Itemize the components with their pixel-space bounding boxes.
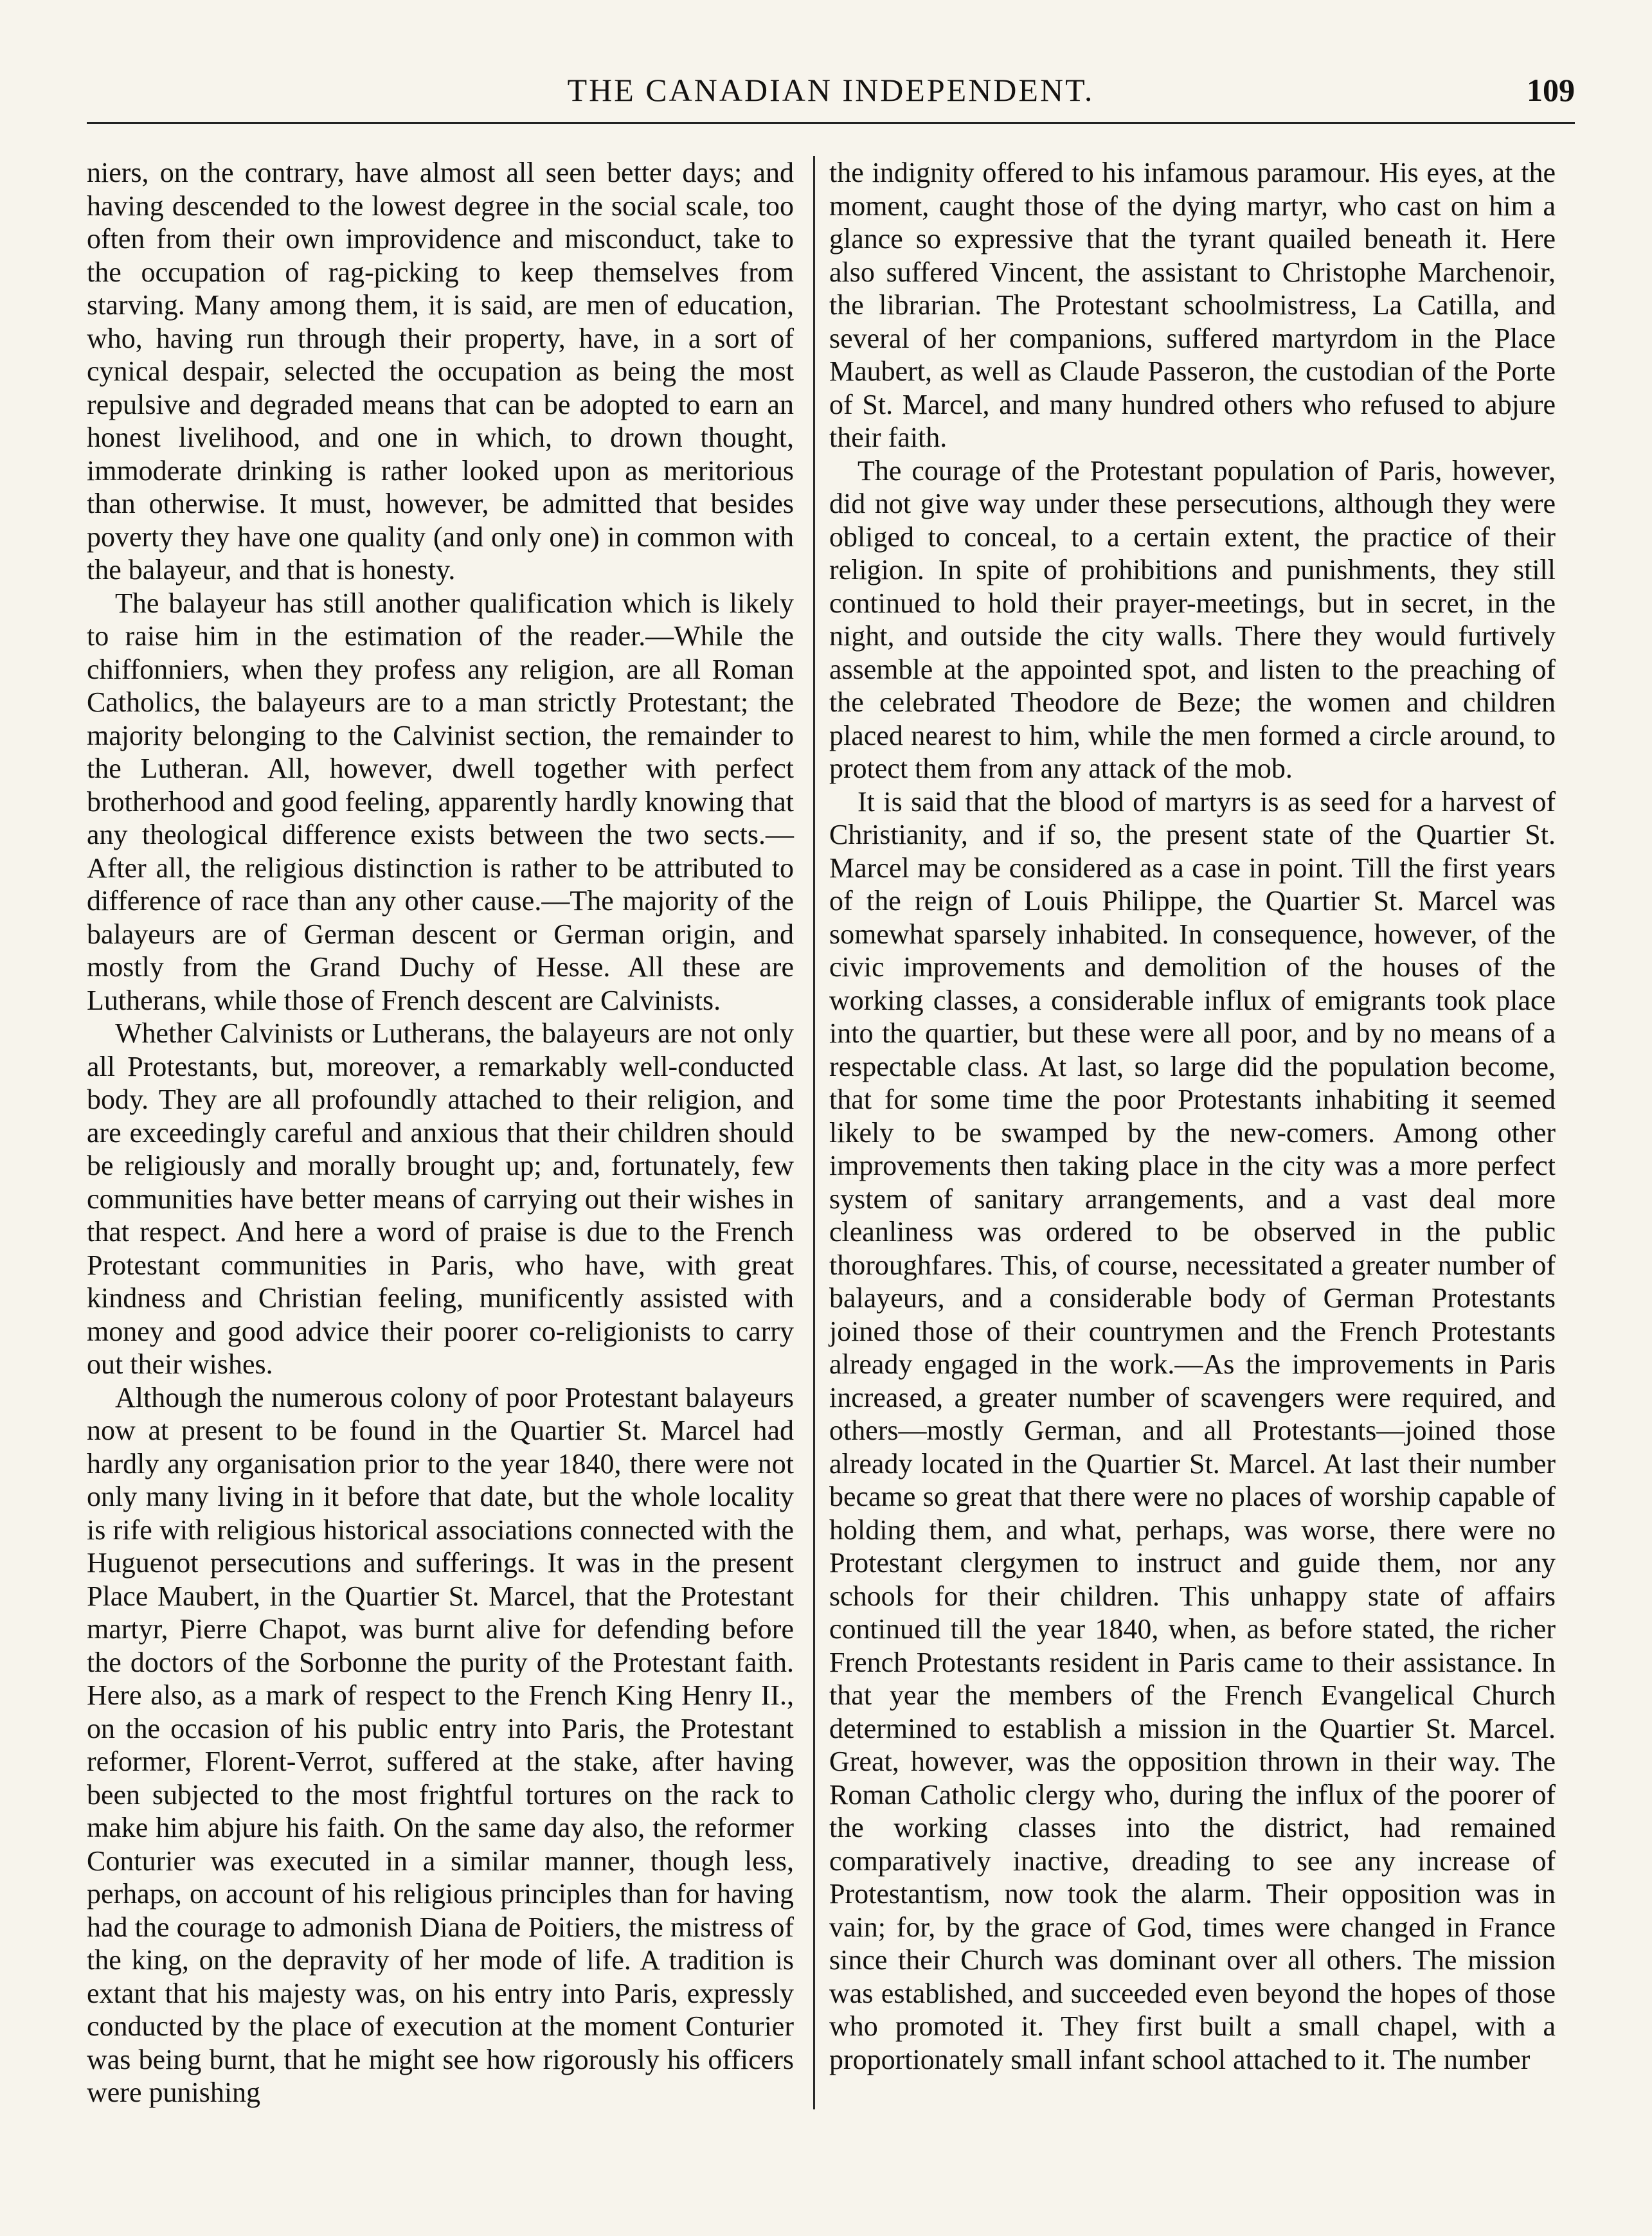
column-divider [813,156,815,2109]
page-number: 109 [1527,72,1575,108]
page-header [87,71,1575,124]
paragraph: the indignity offered to his infamous paramour. His eyes, at the moment, caught those of the dying martyr, who cast on him a glance so expressive that the tyrant quailed beneath it. Here also suffered Vincent, the assistant to Christophe Marchenoir, the librarian. The Protestant schoolmistress, La Catilla, and several of her companions, suffered martyrdom in the Place Maubert, as well as Claude Passeron, the custodian of the Porte of St. Marcel, and many hundred others who refused to abjure their faith. [829,157,1556,453]
paragraph: niers, on the contrary, have almost all seen better days; and having descended to the lowest degree in the social scale, too often from their own improvidence and misconduct, take to the occupation of rag-picking to keep themselves from starving. Many among them, it is said, are men of education, who, having run through their property, have, in a sort of cynical despair, selected the occupation as being the most repulsive and degraded means that can be adopted to earn an honest livelihood, and one in which, to drown thought, immoderate drinking is rather looked upon as meritorious than otherwise. It must, however, be admitted that besides poverty they have one quality (and only one) in common with the balayeur, and that is honesty. [87,157,794,586]
running-title: THE CANADIAN INDEPENDENT. [567,72,1095,108]
paragraph: It is said that the blood of martyrs is as seed for a harvest of Christianity, and if so, the present state of the Quartier St. Marcel may be considered as a case in point. Till the first years of the reign of Louis Philippe, the Quartier St. Marcel was somewhat sparsely inhabited. In consequence, however, of the civic improvements and demolition of the houses of the working classes, a considerable influx of emigrants took place into the quartier, but these were all poor, and by no means of a respectable class. At last, so large did the population become, that for some time the poor Protestants inhabiting it seemed likely to be swamped by the new-comers. Among other improvements then taking place in the city was a more perfect system of sanitary arrangements, and a vast deal more cleanliness was ordered to be observed in the public thoroughfares. This, of course, necessitated a greater number of balayeurs, and a considerable body of German Protestants joined those of their countrymen and the French Protestants already engaged in the work.—As the improvements in Paris increased, a greater number of scavengers were required, and others—mostly German, and all Protestants—joined those already located in the Quartier St. Marcel. At last their number became so great that there were no places of worship capable of holding them, and what, perhaps, was worse, there were no Protestant clergymen to instruct and guide them, nor any schools for their children. This unhappy state of affairs continued till the year 1840, when, as before stated, the richer French Protestants resident in Paris came to their assistance. In that year the members of the French Evangelical Church determined to establish a mission in the Quartier St. Marcel. Great, however, was the opposition thrown in their way. The Roman Catholic clergy who, during the influx of the poorer of the working classes into the district, had remained comparatively inactive, dreading to see any increase of Protestantism, now took the alarm. Their opposition was in vain; for, by the grace of God, times were changed in France since their Church was dominant over all others. The mission was established, and succeeded even beyond the hopes of those who promoted it. They first built a small chapel, with a proportionately small infant school attached to it. The number [829,785,1556,2075]
article-columns [87,156,1575,2109]
paragraph: Whether Calvinists or Lutherans, the balayeurs are not only all Protestants, but, moreover, a remarkably well-conducted body. They are all profoundly attached to their religion, and are exceedingly careful and anxious that their children should be religiously and morally brought up; and, fortunately, few communities have better means of carrying out their wishes in that respect. And here a word of praise is due to the French Protestant communities in Paris, who have, with great kindness and Christian feeling, munificently assisted with money and good advice their poorer co-religionists to carry out their wishes. [87,1017,794,1380]
left-column [87,156,813,2109]
paragraph: Although the numerous colony of poor Protestant balayeurs now at present to be found in the Quartier St. Marcel had hardly any organisation prior to the year 1840, there were not only many living in it before that date, but the whole locality is rife with religious historical associations connected with the Huguenot persecutions and sufferings. It was in the present Place Maubert, in the Quartier St. Marcel, that the Protestant martyr, Pierre Chapot, was burnt alive for defending before the doctors of the Sorbonne the purity of the Protestant faith. Here also, as a mark of respect to the French King Henry II., on the occasion of his public entry into Paris, the Protestant reformer, Florent-Verrot, suffered at the stake, after having been subjected to the most frightful tortures on the rack to make him abjure his faith. On the same day also, the reformer Conturier was executed in a similar manner, though less, perhaps, on account of his religious principles than for having had the courage to admonish Diana de Poitiers, the mistress of the king, on the depravity of her mode of life. A tradition is extant that his majesty was, on his entry into Paris, expressly conducted by the place of execution at the moment Conturier was being burnt, that he might see how rigorously his officers were punishing [87,1381,794,2108]
right-column [829,156,1556,2109]
paragraph: The balayeur has still another qualification which is likely to raise him in the estimation of the reader.—While the chiffonniers, when they profess any religion, are all Roman Catholics, the balayeurs are to a man strictly Protestant; the majority belonging to the Calvinist section, the remainder to the Lutheran. All, however, dwell together with perfect brotherhood and good feeling, apparently hardly knowing that any theological difference exists between the two sects.—After all, the religious distinction is rather to be attributed to difference of race than any other cause.—The majority of the balayeurs are of German descent or German origin, and mostly from the Grand Duchy of Hesse. All these are Lutherans, while those of French descent are Calvinists. [87,587,794,1016]
paragraph: The courage of the Protestant population of Paris, however, did not give way under these persecutions, although they were obliged to conceal, to a certain extent, the practice of their religion. In spite of prohibitions and punishments, they still continued to hold their prayer-meetings, but in secret, in the night, and outside the city walls. There they would furtively assemble at the appointed spot, and listen to the preaching of the celebrated Theodore de Beze; the women and children placed nearest to him, while the men formed a circle around, to protect them from any attack of the mob. [829,454,1556,784]
